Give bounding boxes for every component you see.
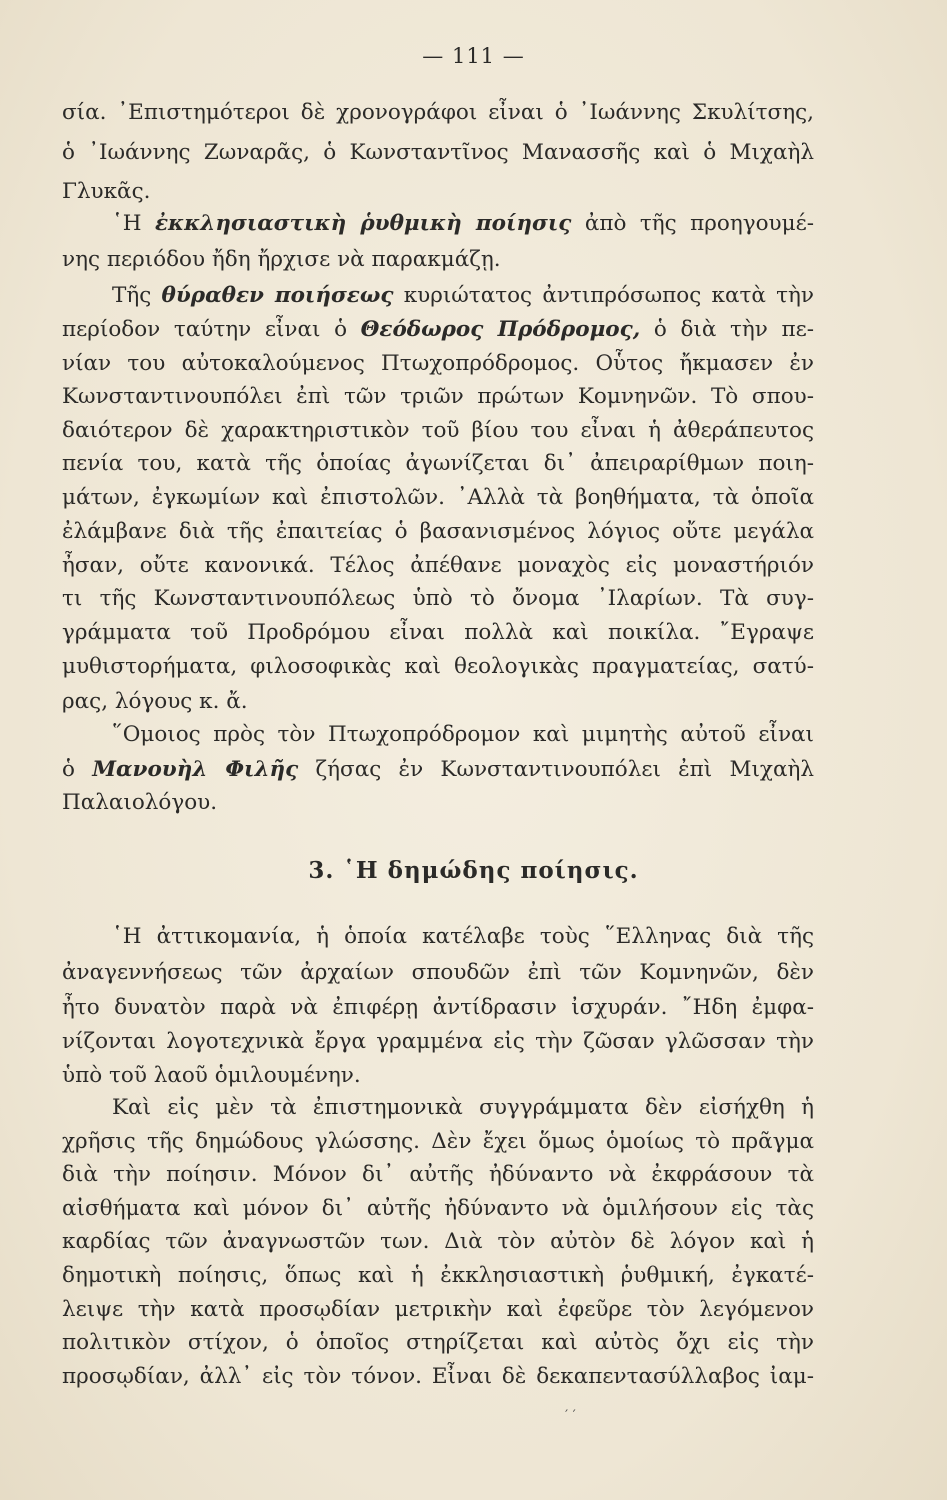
emphasis: Θεόδωρος Πρόδρομος, xyxy=(360,317,641,342)
text-line: ὁ Μανουὴλ Φιλῆς ζήσας ἐν Κωνσταντινουπόλει ἐπὶ Μιχαὴλ xyxy=(62,757,814,782)
text-line: ἦσαν, οὔτε κανονικά. Τέλος ἀπέθανε μοναχὸς εἰς μοναστήριόν xyxy=(62,553,814,578)
text-line: μάτων, ἐγκωμίων καὶ ἐπιστολῶν. ᾿Αλλὰ τὰ βοηθήματα, τὰ ὁποῖα xyxy=(62,485,814,510)
text-line: δαιότερον δὲ χαρακτηριστικὸν τοῦ βίου του εἶναι ἡ ἀθεράπευτος xyxy=(62,418,814,443)
text-line: Καὶ εἰς μὲν τὰ ἐπιστημονικὰ συγγράμματα δὲν εἰσήχθη ἡ xyxy=(112,1095,814,1120)
text-line: νίζονται λογοτεχνικὰ ἔργα γραμμένα εἰς τὴν ζῶσαν γλῶσσαν τὴν xyxy=(62,1029,814,1054)
text-line: Γλυκᾶς. xyxy=(62,179,151,204)
text-line: δημοτικὴ ποίησις, ὅπως καὶ ἡ ἐκκλησιαστικὴ ῥυθμική, ἐγκατέ- xyxy=(62,1263,814,1288)
text-line: νης περιόδου ἤδη ἤρχισε νὰ παρακμάζῃ. xyxy=(62,247,501,272)
text-line: ἀναγεννήσεως τῶν ἀρχαίων σπουδῶν ἐπὶ τῶν Κομνηνῶν, δὲν xyxy=(62,960,814,985)
emphasis: ἐκκλησιαστικὴ ῥυθμικὴ ποίησις xyxy=(154,211,572,236)
text-line: τι τῆς Κωνσταντινουπόλεως ὑπὸ τὸ ὄνομα ᾿Ιλαρίων. Τὰ συγ- xyxy=(62,586,814,611)
text-line: ἦτο δυνατὸν παρὰ νὰ ἐπιφέρῃ ἀντίδρασιν ἰσχυράν. ῎Ηδη ἐμφα- xyxy=(62,995,814,1020)
text-line: ῞Ομοιος πρὸς τὸν Πτωχοπρόδρομον καὶ μιμητὴς αὐτοῦ εἶναι xyxy=(112,722,814,747)
text-line: νίαν του αὐτοκαλούμενος Πτωχοπρόδρομος. Οὗτος ἤκμασεν ἐν xyxy=(62,351,814,376)
text-line: πενία του, κατὰ τῆς ὁποίας ἀγωνίζεται δι᾿ ἀπειραρίθμων ποιη- xyxy=(62,451,814,476)
text-line: καρδίας τῶν ἀναγνωστῶν των. Διὰ τὸν αὐτὸν δὲ λόγον καὶ ἡ xyxy=(62,1229,814,1254)
text-line: γράμματα τοῦ Προδρόμου εἶναι πολλὰ καὶ ποικίλα. ῎Εγραψε xyxy=(62,620,814,645)
text-line: Κωνσταντινουπόλει ἐπὶ τῶν τριῶν πρώτων Κομνηνῶν. Τὸ σπου- xyxy=(62,384,814,409)
text-line: λειψε τὴν κατὰ προσῳδίαν μετρικὴν καὶ ἐφεῦρε τὸν λεγόμενον xyxy=(62,1297,814,1322)
text-line: χρῆσις τῆς δημώδους γλώσσης. Δὲν ἔχει ὅμως ὁμοίως τὸ πρᾶγμα xyxy=(62,1129,814,1154)
text-line: περίοδον ταύτην εἶναι ὁ Θεόδωρος Πρόδρομος, ὁ διὰ τὴν πε- xyxy=(62,317,814,342)
emphasis: Μανουὴλ Φιλῆς xyxy=(92,757,299,782)
text-line: προσῳδίαν, ἀλλ᾿ εἰς τὸν τόνον. Εἶναι δὲ δεκαπεντασύλλαβος ἰαμ- xyxy=(62,1364,814,1389)
text-line: ῾Η ἐκκλησιαστικὴ ῥυθμικὴ ποίησις ἀπὸ τῆς προηγουμέ- xyxy=(112,211,814,236)
page-number: — 111 — xyxy=(422,44,525,68)
text-line: πολιτικὸν στίχον, ὁ ὁποῖος στηρίζεται καὶ αὐτὸς ὄχι εἰς τὴν xyxy=(62,1330,814,1355)
text-line: Παλαιολόγου. xyxy=(62,790,218,815)
text-line: ὁ ᾿Ιωάννης Ζωναρᾶς, ὁ Κωνσταντῖνος Μανασσῆς καὶ ὁ Μιχαὴλ xyxy=(62,140,814,165)
emphasis: θύραθεν ποιήσεως xyxy=(161,283,394,308)
text-line: ῾Η ἀττικομανία, ἡ ὁποία κατέλαβε τοὺς ῞Ελληνας διὰ τῆς xyxy=(112,924,814,949)
text-line: ὑπὸ τοῦ λαοῦ ὁμιλουμένην. xyxy=(62,1063,361,1088)
text-line: αἰσθήματα καὶ μόνον δι᾿ αὐτῆς ἠδύναντο νὰ ὁμιλήσουν εἰς τὰς xyxy=(62,1196,814,1221)
text-line: ἐλάμβανε διὰ τῆς ἐπαιτείας ὁ βασανισμένος λόγιος οὔτε μεγάλα xyxy=(62,519,814,544)
text-line: σία. ᾿Επιστημότεροι δὲ χρονογράφοι εἶναι ὁ ᾿Ιωάννης Σκυλίτσης, xyxy=(62,100,814,125)
text-line: ρας, λόγους κ. ἄ. xyxy=(62,689,248,714)
text-line: διὰ τὴν ποίησιν. Μόνον δι᾿ αὐτῆς ἠδύναντο νὰ ἐκφράσουν τὰ xyxy=(62,1162,814,1187)
section-heading: 3. ῾Η δημώδης ποίησις. xyxy=(308,857,639,884)
text-line: Τῆς θύραθεν ποιήσεως κυριώτατος ἀντιπρόσωπος κατὰ τὴν xyxy=(112,283,814,308)
text-line: μυθιστορήματα, φιλοσοφικὰς καὶ θεολογικὰς πραγματείας, σατύ- xyxy=(62,654,814,679)
ink-mark: ′ ′ xyxy=(565,1408,576,1424)
